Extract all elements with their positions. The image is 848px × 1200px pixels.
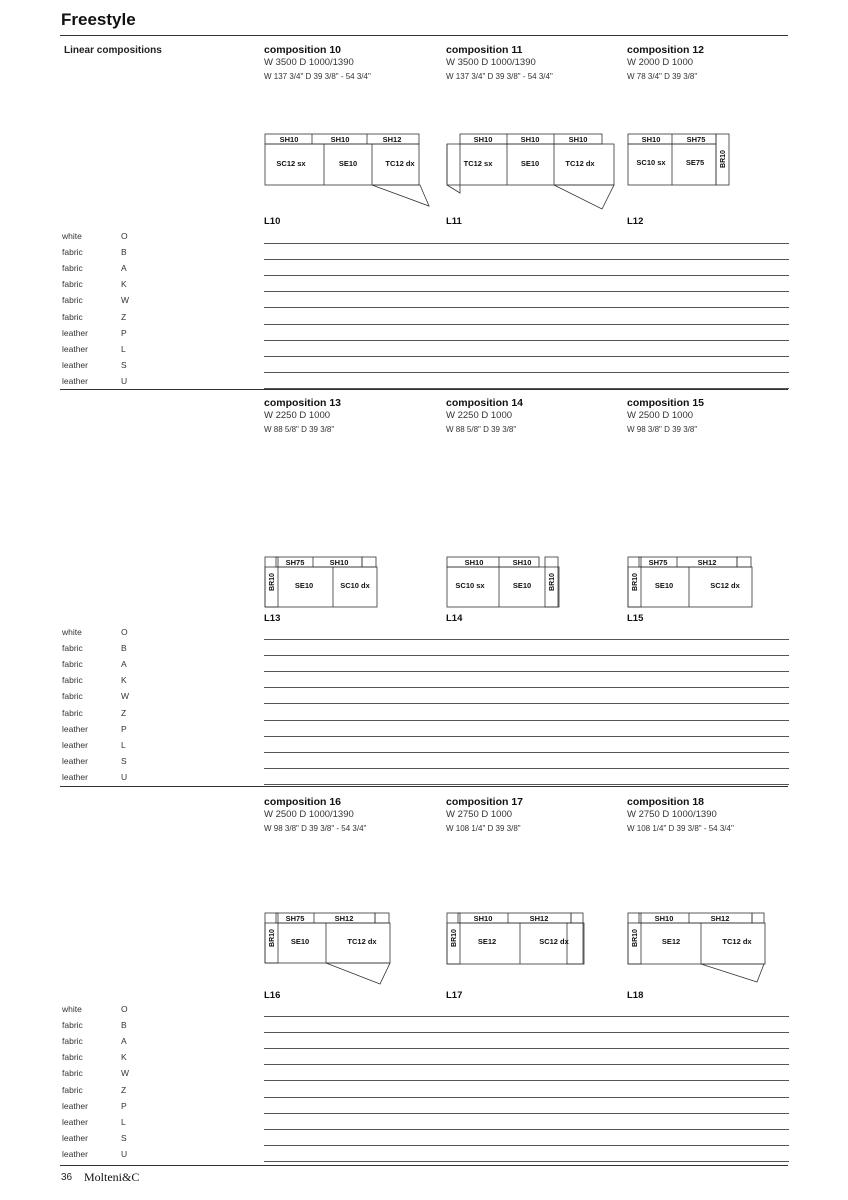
material-name: fabric xyxy=(62,675,83,686)
price-entry-line xyxy=(264,356,789,357)
composition-diagram xyxy=(627,912,767,988)
composition-code: L15 xyxy=(627,613,644,624)
composition-diagram xyxy=(446,556,566,610)
material-name: leather xyxy=(62,755,88,766)
armrest-outline xyxy=(752,913,764,923)
armrest-label: BR10 xyxy=(450,929,458,947)
composition-title: composition 16 xyxy=(264,796,342,808)
module-label: SC10 sx xyxy=(636,158,666,167)
composition-dimensions-imperial: W 137 3/4" D 39 3/8" - 54 3/4" xyxy=(446,72,553,81)
price-entry-line xyxy=(264,703,789,704)
block-separator xyxy=(60,389,788,390)
module-label: SC12 dx xyxy=(539,937,569,946)
price-entry-line xyxy=(264,340,789,341)
module-label: SC12 dx xyxy=(710,581,740,590)
material-code: U xyxy=(121,771,128,782)
composition-code: L10 xyxy=(264,216,281,227)
material-name: fabric xyxy=(62,1084,83,1095)
composition-diagram xyxy=(446,912,586,968)
module-label: SE12 xyxy=(661,937,681,946)
block-separator xyxy=(60,1165,788,1166)
composition-code: L16 xyxy=(264,990,281,1001)
price-entry-line xyxy=(264,1145,789,1146)
composition-diagram xyxy=(627,556,757,610)
price-entry-line xyxy=(264,687,789,688)
module-label: SH10 xyxy=(568,135,588,144)
price-entry-line xyxy=(264,291,789,292)
composition-diagram xyxy=(264,912,394,990)
block-separator xyxy=(60,786,788,787)
page-title: Freestyle xyxy=(61,10,136,29)
chaise-outline xyxy=(554,185,614,209)
material-name: leather xyxy=(62,723,88,734)
price-entry-line xyxy=(264,307,789,308)
armrest-label: BR10 xyxy=(631,573,639,591)
material-code: S xyxy=(121,359,127,370)
price-entry-line xyxy=(264,1080,789,1081)
material-name: fabric xyxy=(62,1068,83,1079)
price-entry-line xyxy=(264,736,789,737)
chaise-outline xyxy=(372,185,429,206)
module-label: SC12 sx xyxy=(276,159,306,168)
material-code: P xyxy=(121,327,127,338)
composition-dimensions-imperial: W 137 3/4" D 39 3/8" - 54 3/4" xyxy=(264,72,371,81)
price-entry-line xyxy=(264,243,789,244)
composition-code: L17 xyxy=(446,990,463,1001)
module-label: SH75 xyxy=(285,558,305,567)
module-label: SH10 xyxy=(473,135,493,144)
material-name: white xyxy=(62,627,82,637)
armrest-outline xyxy=(362,557,376,567)
module-label: SH12 xyxy=(334,914,354,923)
module-label: SH12 xyxy=(382,135,402,144)
material-name: leather xyxy=(62,1116,88,1127)
armrest-outline xyxy=(567,923,583,964)
composition-dimensions-metric: W 2500 D 1000/1390 xyxy=(264,809,354,820)
brand-logo: Molteni&C xyxy=(84,1170,140,1184)
module-label: SE10 xyxy=(654,581,674,590)
module-label: TC12 sx xyxy=(463,159,493,168)
module-label: SH10 xyxy=(473,914,493,923)
price-entry-line xyxy=(264,784,789,785)
chaise-outline xyxy=(326,963,390,984)
material-code: P xyxy=(121,723,127,734)
price-entry-line xyxy=(264,275,789,276)
price-entry-line xyxy=(264,720,789,721)
module-label: SH12 xyxy=(529,914,549,923)
composition-dimensions-metric: W 3500 D 1000/1390 xyxy=(264,57,354,68)
material-code: L xyxy=(121,1116,126,1127)
material-name: fabric xyxy=(62,707,83,718)
module-label: SH10 xyxy=(279,135,299,144)
module-label: TC12 dx xyxy=(722,937,752,946)
composition-dimensions-imperial: W 88 5/8" D 39 3/8" xyxy=(264,425,335,434)
composition-title: composition 11 xyxy=(446,44,523,56)
material-code: W xyxy=(121,691,130,702)
armrest-outline xyxy=(571,913,583,923)
module-label: SC10 sx xyxy=(455,581,485,590)
module-label: SH75 xyxy=(648,558,668,567)
composition-dimensions-metric: W 2250 D 1000 xyxy=(446,410,513,421)
composition-title: composition 10 xyxy=(264,44,342,56)
armrest-outline xyxy=(737,557,751,567)
module-label: TC12 dx xyxy=(385,159,415,168)
material-code: O xyxy=(121,1004,128,1014)
module-label: SE10 xyxy=(290,937,310,946)
material-name: fabric xyxy=(62,263,83,274)
material-code: K xyxy=(121,1052,127,1063)
price-entry-line xyxy=(264,752,789,753)
material-code: O xyxy=(121,627,128,637)
module-label: SH12 xyxy=(710,914,730,923)
module-label: SE10 xyxy=(512,581,532,590)
module-label: SE12 xyxy=(477,937,497,946)
material-name: leather xyxy=(62,327,88,338)
price-entry-line xyxy=(264,639,789,640)
material-name: fabric xyxy=(62,691,83,702)
material-code: S xyxy=(121,755,127,766)
price-entry-line xyxy=(264,655,789,656)
price-entry-line xyxy=(264,768,789,769)
composition-dimensions-metric: W 2750 D 1000/1390 xyxy=(627,809,717,820)
module-label: SH10 xyxy=(330,135,350,144)
price-entry-line xyxy=(264,1064,789,1065)
composition-dimensions-metric: W 2750 D 1000 xyxy=(446,809,513,820)
material-name: leather xyxy=(62,1100,88,1111)
material-name: leather xyxy=(62,739,88,750)
material-code: A xyxy=(121,659,127,670)
module-label: SH12 xyxy=(697,558,717,567)
price-entry-line xyxy=(264,1032,789,1033)
price-entry-line xyxy=(264,372,789,373)
material-name: fabric xyxy=(62,659,83,670)
module-label: SE10 xyxy=(520,159,540,168)
module-label: SH10 xyxy=(464,558,484,567)
price-entry-line xyxy=(264,1161,789,1162)
material-code: A xyxy=(121,1036,127,1047)
section-label: Linear compositions xyxy=(64,45,162,56)
material-code: K xyxy=(121,675,127,686)
price-entry-line xyxy=(264,324,789,325)
composition-code: L18 xyxy=(627,990,644,1001)
material-name: white xyxy=(62,231,82,241)
armrest-outline xyxy=(375,913,389,923)
material-code: Z xyxy=(121,1084,127,1095)
material-name: white xyxy=(62,1004,82,1014)
material-code: O xyxy=(121,231,128,241)
module-label: SH10 xyxy=(329,558,349,567)
material-name: leather xyxy=(62,1132,88,1143)
title-rule xyxy=(60,35,788,36)
composition-title: composition 12 xyxy=(627,44,705,56)
composition-title: composition 14 xyxy=(446,397,524,409)
composition-code: L14 xyxy=(446,613,463,624)
material-name: leather xyxy=(62,343,88,354)
material-code: W xyxy=(121,1068,130,1079)
module-label: SH10 xyxy=(520,135,540,144)
composition-dimensions-metric: W 2500 D 1000 xyxy=(627,410,694,421)
price-entry-line xyxy=(264,1016,789,1017)
composition-dimensions-imperial: W 98 3/8" D 39 3/8" - 54 3/4" xyxy=(264,824,367,833)
module-label: SH10 xyxy=(512,558,532,567)
composition-code: L13 xyxy=(264,613,281,624)
price-entry-line xyxy=(264,1097,789,1098)
material-name: leather xyxy=(62,771,88,782)
chaise-outline xyxy=(447,144,460,193)
material-name: leather xyxy=(62,359,88,370)
composition-diagram xyxy=(264,556,384,610)
composition-diagram xyxy=(264,133,434,211)
material-code: P xyxy=(121,1100,127,1111)
composition-dimensions-metric: W 2250 D 1000 xyxy=(264,410,331,421)
material-name: fabric xyxy=(62,1020,83,1031)
composition-title: composition 15 xyxy=(627,397,705,409)
material-name: fabric xyxy=(62,1052,83,1063)
composition-title: composition 13 xyxy=(264,397,342,409)
composition-dimensions-metric: W 3500 D 1000/1390 xyxy=(446,57,536,68)
price-entry-line xyxy=(264,1048,789,1049)
module-label: SH10 xyxy=(654,914,674,923)
composition-dimensions-imperial: W 78 3/4" D 39 3/8" xyxy=(627,72,698,81)
material-code: K xyxy=(121,279,127,290)
material-name: fabric xyxy=(62,279,83,290)
material-code: U xyxy=(121,1148,128,1159)
material-name: fabric xyxy=(62,295,83,306)
material-code: U xyxy=(121,375,128,386)
armrest-label: BR10 xyxy=(268,929,276,947)
module-label: SE10 xyxy=(294,581,314,590)
composition-dimensions-metric: W 2000 D 1000 xyxy=(627,57,694,68)
material-name: fabric xyxy=(62,1036,83,1047)
composition-code: L11 xyxy=(446,216,462,227)
material-code: L xyxy=(121,343,126,354)
module-label: SE10 xyxy=(338,159,358,168)
composition-title: composition 18 xyxy=(627,796,705,808)
price-entry-line xyxy=(264,259,789,260)
module-label: SH75 xyxy=(686,135,706,144)
material-name: leather xyxy=(62,1148,88,1159)
composition-code: L12 xyxy=(627,216,644,227)
material-code: Z xyxy=(121,707,127,718)
material-name: fabric xyxy=(62,311,83,322)
material-code: B xyxy=(121,1020,127,1031)
price-entry-line xyxy=(264,1129,789,1130)
material-code: W xyxy=(121,295,130,306)
module-label: SC10 dx xyxy=(340,581,370,590)
module-label: SH75 xyxy=(285,914,305,923)
armrest-label: BR10 xyxy=(631,929,639,947)
composition-dimensions-imperial: W 98 3/8" D 39 3/8" xyxy=(627,425,698,434)
material-name: fabric xyxy=(62,247,83,258)
armrest-label: BR10 xyxy=(719,150,727,168)
composition-diagram xyxy=(627,133,731,189)
price-entry-line xyxy=(264,1113,789,1114)
armrest-label: BR10 xyxy=(268,573,276,591)
armrest-label: BR10 xyxy=(548,573,556,591)
composition-title: composition 17 xyxy=(446,796,524,808)
material-code: L xyxy=(121,739,126,750)
price-entry-line xyxy=(264,671,789,672)
chaise-outline xyxy=(701,964,764,982)
module-label: TC12 dx xyxy=(347,937,377,946)
module-label: SH10 xyxy=(641,135,661,144)
material-code: B xyxy=(121,247,127,258)
composition-dimensions-imperial: W 108 1/4" D 39 3/8" xyxy=(446,824,521,833)
composition-dimensions-imperial: W 108 1/4" D 39 3/8" - 54 3/4" xyxy=(627,824,734,833)
material-name: leather xyxy=(62,375,88,386)
material-code: S xyxy=(121,1132,127,1143)
material-code: A xyxy=(121,263,127,274)
module-label: SE75 xyxy=(685,158,705,167)
composition-diagram xyxy=(446,133,616,211)
material-code: Z xyxy=(121,311,127,322)
module-label: TC12 dx xyxy=(565,159,595,168)
material-name: fabric xyxy=(62,643,83,654)
material-code: B xyxy=(121,643,127,654)
composition-dimensions-imperial: W 88 5/8" D 39 3/8" xyxy=(446,425,517,434)
page-number: 36 xyxy=(61,1172,73,1183)
